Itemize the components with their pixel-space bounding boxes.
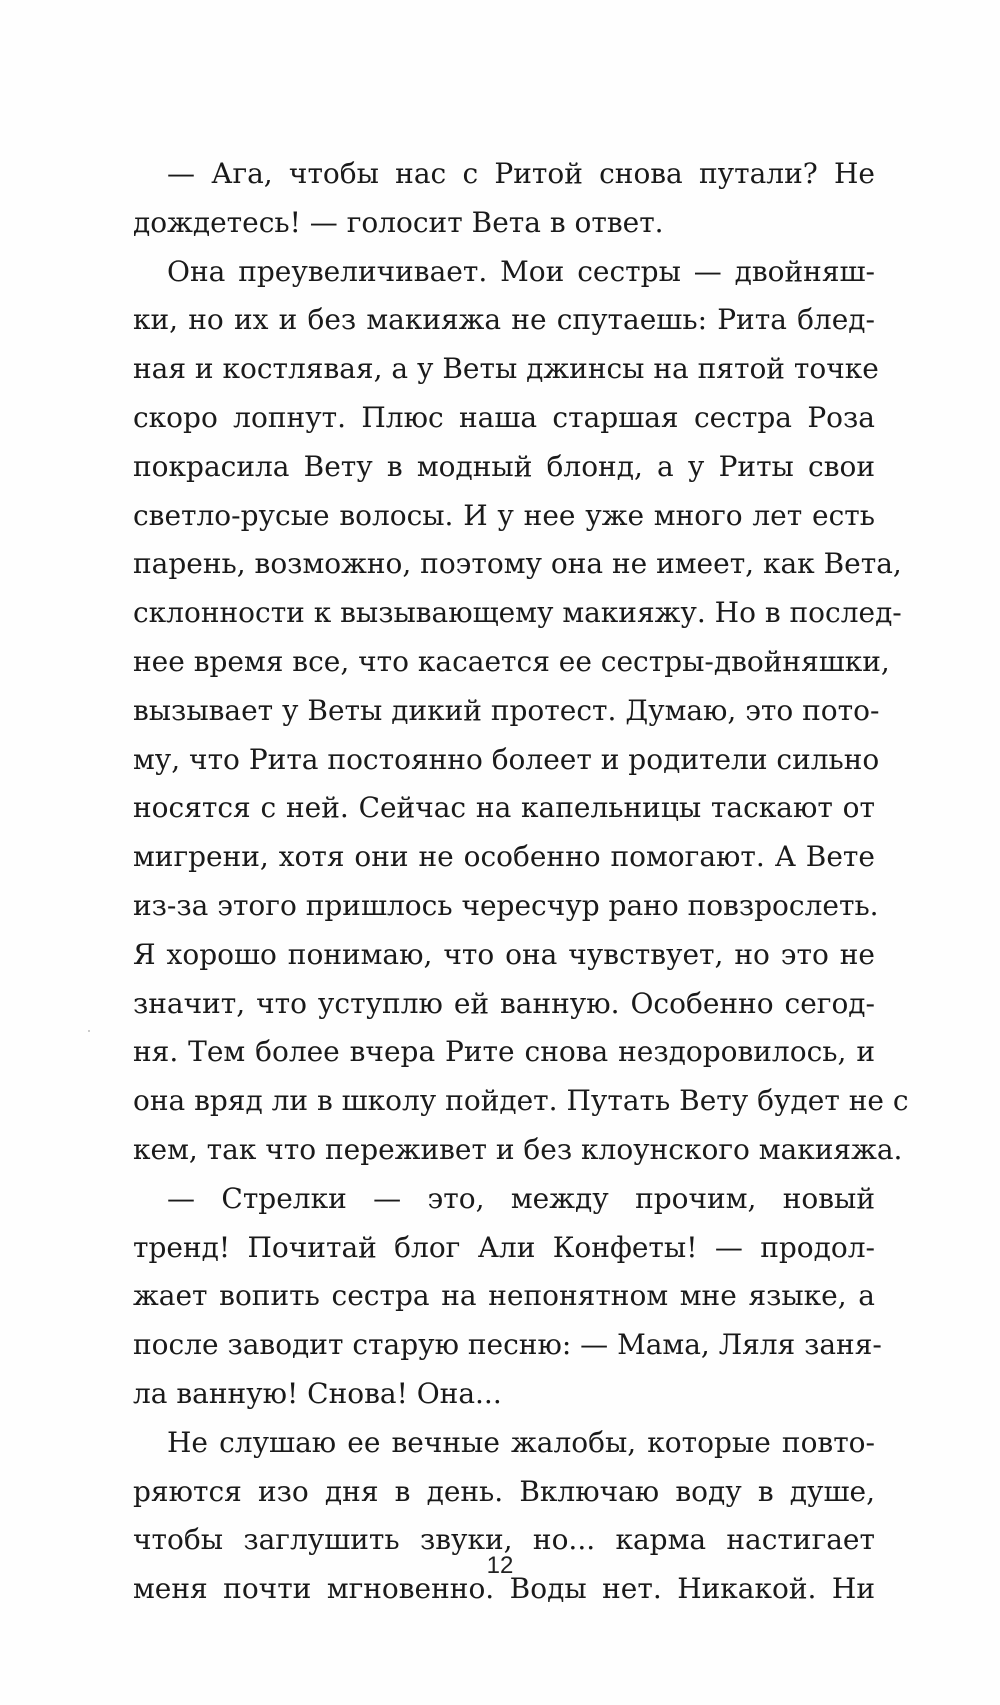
text-line: Она преувеличивает. Мои сестры — двойняш- [167,254,875,288]
text-line: нее время все, что касается ее сестры-двойняшки, [133,644,890,678]
text-line: дождетесь! — голосит Вета в ответ. [133,205,664,239]
page-number: 12 [486,1552,514,1579]
text-line: из-за этого пришлось чересчур рано повзрослеть. [133,888,879,922]
text-line: тренд! Почитай блог Али Конфеты! — продол- [133,1230,875,1264]
text-line: носятся с ней. Сейчас на капельницы таскают от [133,791,875,825]
body-text [133,150,909,1614]
text-line: кем, так что переживет и без клоунского макияжа. [133,1132,903,1166]
text-line: Не слушаю ее вечные жалобы, которые повто- [167,1425,875,1459]
margin-speck [88,1030,90,1032]
text-line: — Ага, чтобы нас с Ритой снова путали? Не [167,157,875,190]
text-line: парень, возможно, поэтому она не имеет, как Вета, [133,547,902,581]
text-line: Я хорошо понимаю, что она чувствует, но это не [133,937,875,971]
text-line: светло-русые волосы. И у нее уже много лет есть [133,498,875,532]
text-line: после заводит старую песню: — Мама, Ляля заня- [133,1328,882,1362]
text-line: му, что Рита постоянно болеет и родители сильно [133,742,880,776]
text-line: ки, но их и без макияжа не спутаешь: Рита блед- [133,303,875,337]
text-line: она вряд ли в школу пойдет. Путать Вету будет не с [133,1084,909,1118]
text-line: — Стрелки — это, между прочим, новый [167,1181,875,1215]
text-line: ла ванную! Снова! Она... [133,1376,502,1410]
paragraph [133,1419,875,1614]
paragraph [133,248,909,1175]
text-line: мигрени, хотя они не особенно помогают. А Вете [133,840,875,874]
text-line: покрасила Вету в модный блонд, а у Риты свои [133,449,875,483]
text-line: значит, что уступлю ей ванную. Особенно сегод- [133,986,875,1020]
text-line: ряются изо дня в день. Включаю воду в душе, [133,1474,875,1508]
paragraph [133,1175,882,1419]
text-line: ня. Тем более вчера Рите снова нездоровилось, и [133,1035,875,1069]
text-line: чтобы заглушить звуки, но... карма настигает [133,1523,875,1557]
text-line: жает вопить сестра на непонятном мне языке, а [133,1279,875,1313]
text-line: ная и костлявая, а у Веты джинсы на пятой точке [133,352,879,386]
text-line: склонности к вызывающему макияжу. Но в послед- [133,596,902,630]
paragraph [133,150,875,248]
text-line: меня почти мгновенно. Воды нет. Никакой. Ни [133,1572,875,1606]
text-line: вызывает у Веты дикий протест. Думаю, это пото- [133,693,880,727]
text-line: скоро лопнут. Плюс наша старшая сестра Роза [133,400,875,434]
